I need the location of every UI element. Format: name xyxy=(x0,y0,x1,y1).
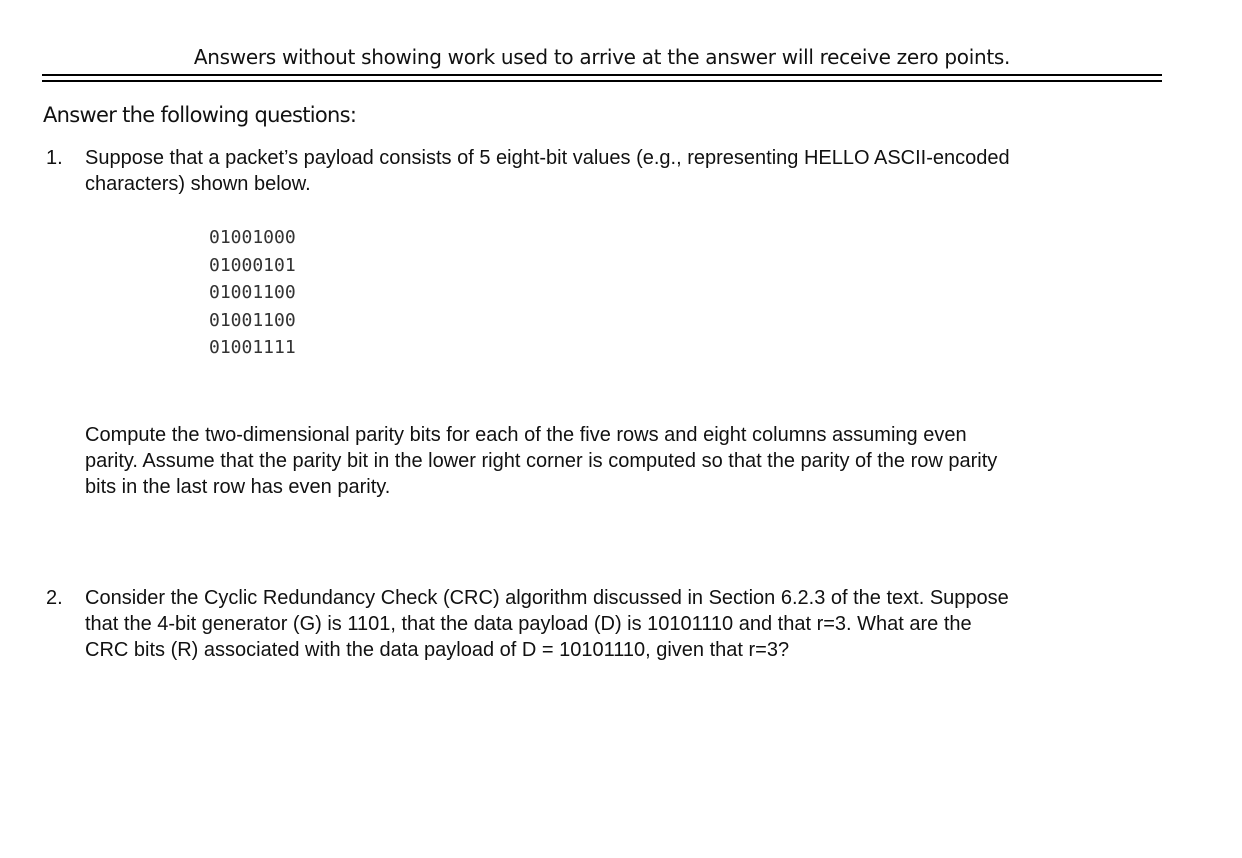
question-1-intro-line-2: characters) shown below. xyxy=(85,173,311,195)
payload-bit-row-3: 01001100 xyxy=(209,282,296,303)
payload-bit-rows xyxy=(209,224,296,362)
question-1-instructions xyxy=(85,422,1165,500)
payload-bit-row-2: 01000101 xyxy=(209,254,296,276)
question-2-text-line-3: CRC bits (R) associated with the data payload of D = 10101110, given that r=3? xyxy=(85,639,790,661)
payload-bit-row-5: 01001111 xyxy=(209,337,296,358)
question-1-intro-line-1: Suppose that a packet’s payload consists of 5 eight-bit values (e.g., representing HELLO ASCII-encoded xyxy=(85,147,1010,169)
question-1-intro xyxy=(85,145,1165,197)
question-2-number: 2. xyxy=(46,587,63,609)
work-requirement-notice: Answers without showing work used to arrive at the answer will receive zero points. xyxy=(193,45,1011,69)
question-2-text-line-2: that the 4-bit generator (G) is 1101, that the data payload (D) is 10101110 and that r=3. What are the xyxy=(85,613,972,635)
question-1-instructions-line-2: parity. Assume that the parity bit in the lower right corner is computed so that the parity of the row parity xyxy=(85,450,998,472)
question-2-text-line-1: Consider the Cyclic Redundancy Check (CRC) algorithm discussed in Section 6.2.3 of the text. Suppose xyxy=(85,587,1009,609)
question-2-text xyxy=(85,585,1165,663)
section-heading: Answer the following questions: xyxy=(43,103,357,127)
payload-bit-row-1: 01001000 xyxy=(209,227,296,248)
payload-bit-row-4: 01001100 xyxy=(209,309,296,331)
question-1-instructions-line-3: bits in the last row has even parity. xyxy=(85,476,391,498)
question-1-number: 1. xyxy=(46,147,63,169)
header-divider-bottom xyxy=(42,80,1162,82)
question-1-instructions-line-1: Compute the two-dimensional parity bits for each of the five rows and eight columns assuming even xyxy=(85,424,967,446)
header-divider-top xyxy=(42,74,1162,76)
